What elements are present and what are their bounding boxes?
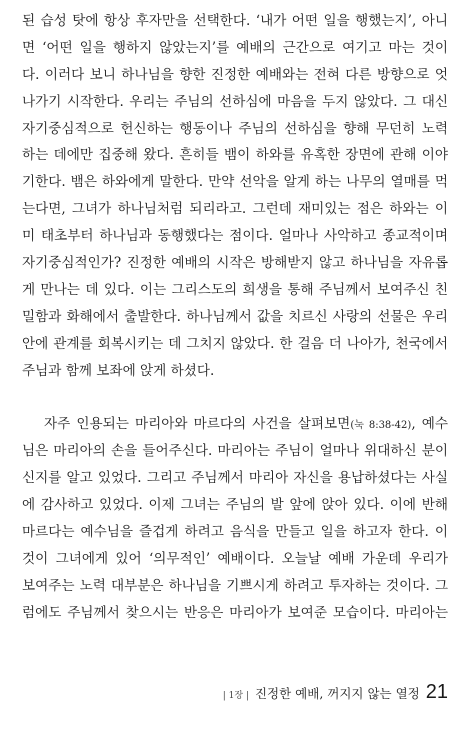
text-line: 하는 데에만 집중해 왔다. 흔히들 뱀이 하와를 유혹한 장면에 관해 이야 [22,147,448,164]
text-line: 미 태초부터 하나님과 동행했다는 점이다. 얼마나 사악하고 종교적이며 [22,228,448,245]
text-line: 안에 관계를 회복시키는 데 그치지 않았다. 한 걸음 더 나아가, 천국에서 [22,335,448,352]
paragraph-1 [22,8,448,384]
text-line: 주님과 함께 보좌에 앉게 하셨다. [22,362,215,379]
text-line: 자기중심적인가? 진정한 예배의 시작은 방해받지 않고 하나님을 자유롭 [22,255,448,272]
text-line: 기한다. 뱀은 하와에게 말한다. 만약 선악을 알게 하는 나무의 열매를 먹 [22,174,448,191]
text-line: 면 ‘어떤 일을 행하지 않았는지’를 예배의 근간으로 여기고 마는 것이 [22,39,448,56]
text-line: 님은 마리아의 손을 들어주신다. 마리아는 주님이 얼마나 위대하신 분이 [22,443,448,460]
page-footer [223,681,448,711]
text-run: 자주 인용되는 마리아와 마르다의 사건을 살펴보면 [44,416,351,433]
text-line: 신지를 알고 있었다. 그리고 주님께서 마리아 자신을 용납하셨다는 사실 [22,470,448,487]
text-line: 게 만나는 데 있다. 이는 그리스도의 희생을 통해 주님께서 보여주신 친 [22,281,448,298]
scripture-reference: (눅 8:38-42) [350,420,412,432]
page-body [22,8,448,627]
chapter-label: | 1장 | [222,691,249,701]
text-line: 보여주는 노력 대부분은 하나님을 기쁘시게 하려고 투자하는 것이다. 그 [22,577,448,594]
text-line: 럼에도 주님께서 찾으시는 반응은 마리아가 보여준 모습이다. 마리아는 [22,604,448,621]
text-line: 다. 이러다 보니 하나님을 향한 진정한 예배와는 전혀 다른 방향으로 엇 [22,66,448,83]
paragraph-gap [22,384,448,411]
page-number: 21 [425,681,448,703]
paragraph-2 [22,411,448,626]
text-run: , 예수 [411,416,448,433]
text-line: 된 습성 탓에 항상 후자만을 선택한다. ‘내가 어떤 일을 행했는지’, 아니 [22,13,448,29]
text-line: 자기중심적으로 헌신하는 행동이나 주님의 선하심을 향해 무던히 노력 [22,120,448,137]
text-line [22,411,448,438]
text-line: 나가기 시작한다. 우리는 주님의 선하심에 마음을 두지 않았다. 그 대신 [22,93,448,110]
running-title: 진정한 예배, 꺼지지 않는 열정 [254,686,420,701]
text-line: 에 감사하고 있었다. 이제 그녀는 주님의 발 앞에 앉아 있다. 이에 반해 [22,497,448,514]
text-line: 것이 그녀에게 있어 ‘의무적인’ 예배이다. 오늘날 예배 가운데 우리가 [22,550,448,567]
text-line: 마르다는 예수님을 즐겁게 하려고 음식을 만들고 일을 하고자 한다. 이 [22,524,448,541]
text-line: 밀함과 화해에서 출발한다. 하나님께서 값을 치르신 사랑의 선물은 우리 [22,308,448,325]
text-line: 는다면, 그녀가 하나님처럼 되리라고. 그런데 재미있는 점은 하와는 이 [22,201,448,218]
